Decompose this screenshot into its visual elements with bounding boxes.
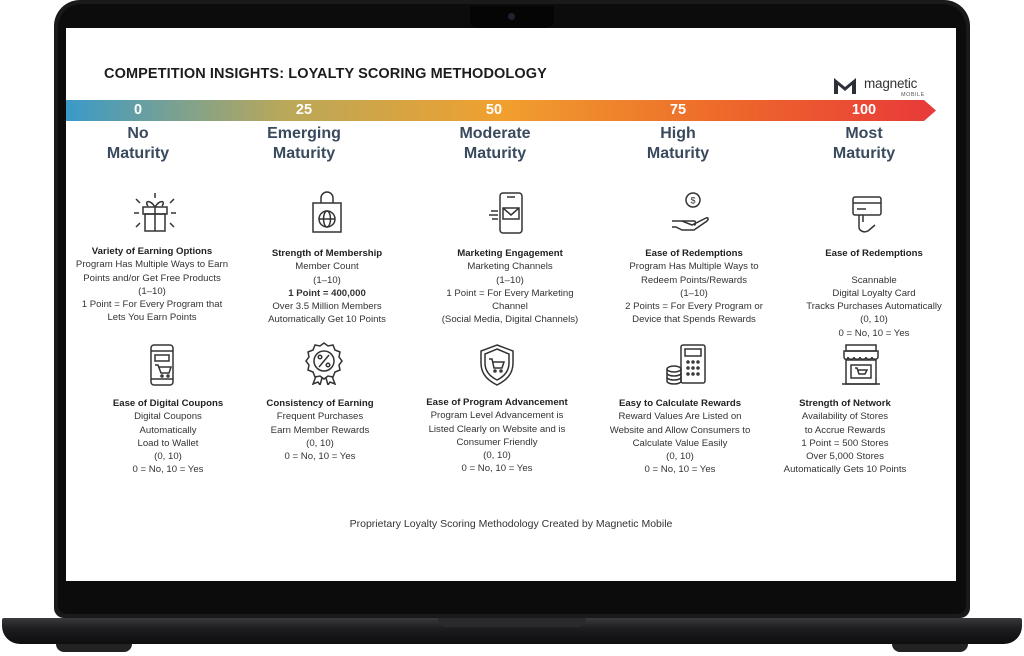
criterion-digital-loyalty-card: Ease of Redemptions Scannable Digital Loyalty Card Tracks Purchases Automatically (0, 10) 0 = No, 10 = Yes <box>806 248 942 339</box>
phone-mail-icon <box>485 191 535 235</box>
phone-cart-icon <box>138 343 188 387</box>
criterion-ease-of-program-advancement: Ease of Program Advancement Program Level Advancement is Listed Clearly on Website and is Consumer Friendly (0, 10) 0 = No, 10 = Yes <box>426 397 568 475</box>
level-most-maturity: Most Maturity <box>832 125 896 162</box>
slide-title: COMPETITION INSIGHTS: LOYALTY SCORING METHODOLOGY <box>104 66 547 82</box>
criterion-ease-of-redemptions: Ease of Redemptions Program Has Multiple Ways to Redeem Points/Rewards (1–10) 2 Points = For Every Program or Device that Spends Rewards <box>625 248 763 326</box>
percent-badge-icon <box>299 341 349 385</box>
hand-coin-icon <box>666 191 716 235</box>
criterion-strength-of-network: Strength of Network Availability of Stores to Accrue Rewards 1 Point = 500 Stores Over 5,000 Stores Automatically Gets 10 Points <box>783 398 907 476</box>
criterion-strength-of-membership: Strength of Membership Member Count (1–10) 1 Point = 400,000 Over 3.5 Million Members Automatically Get 10 Points <box>268 248 386 326</box>
criterion-consistency-of-earning: Consistency of Earning Frequent Purchases Earn Member Rewards (0, 10) 0 = No, 10 = Yes <box>266 398 374 463</box>
slide-screen <box>66 28 956 581</box>
card-scan-icon <box>842 191 892 235</box>
level-emerging-maturity: Emerging Maturity <box>267 125 341 162</box>
camera-icon <box>508 13 515 20</box>
laptop-foot-left <box>56 644 132 652</box>
brand-logo <box>834 76 934 98</box>
shopping-bag-globe-icon <box>302 191 352 235</box>
criterion-ease-of-digital-coupons: Ease of Digital Coupons Digital Coupons Automatically Load to Wallet (0, 10) 0 = No, 10 = Yes <box>112 398 224 476</box>
criterion-marketing-engagement: Marketing Engagement Marketing Channels (1–10) 1 Point = For Every Marketing Channel (Social Media, Digital Channels) <box>441 248 579 326</box>
calculator-coins-icon <box>663 343 713 387</box>
criterion-easy-to-calculate-rewards: Easy to Calculate Rewards Reward Values Are Listed on Website and Allow Consumers to Calculate Value Easily (0, 10) 0 = No, 10 = Yes <box>609 398 751 476</box>
shield-cart-icon <box>472 343 522 387</box>
scale-value-75: 75 <box>669 102 687 118</box>
svg-text:$: $ <box>690 195 696 206</box>
storefront-icon <box>836 343 886 387</box>
level-moderate-maturity: Moderate Maturity <box>459 125 531 162</box>
scale-value-25: 25 <box>295 102 313 118</box>
level-no-maturity: No Maturity <box>106 125 170 162</box>
laptop-foot-right <box>892 644 968 652</box>
slide-footer: Proprietary Loyalty Scoring Methodology Created by Magnetic Mobile <box>349 518 673 530</box>
level-high-maturity: High Maturity <box>646 125 710 162</box>
criterion-variety-earning-options: Variety of Earning Options Program Has Multiple Ways to Earn Points and/or Get Free Products (1–10) 1 Point = For Every Program that Lets You Earn Points <box>75 246 229 324</box>
scale-value-0: 0 <box>133 102 143 118</box>
brand-subtitle: MOBILE <box>901 92 925 98</box>
laptop-hinge <box>438 618 586 627</box>
brand-name: magnetic <box>864 76 918 91</box>
scale-value-100: 100 <box>851 102 877 118</box>
gift-icon <box>130 191 180 235</box>
scale-value-50: 50 <box>485 102 503 118</box>
magnetic-logo-icon <box>834 76 860 94</box>
